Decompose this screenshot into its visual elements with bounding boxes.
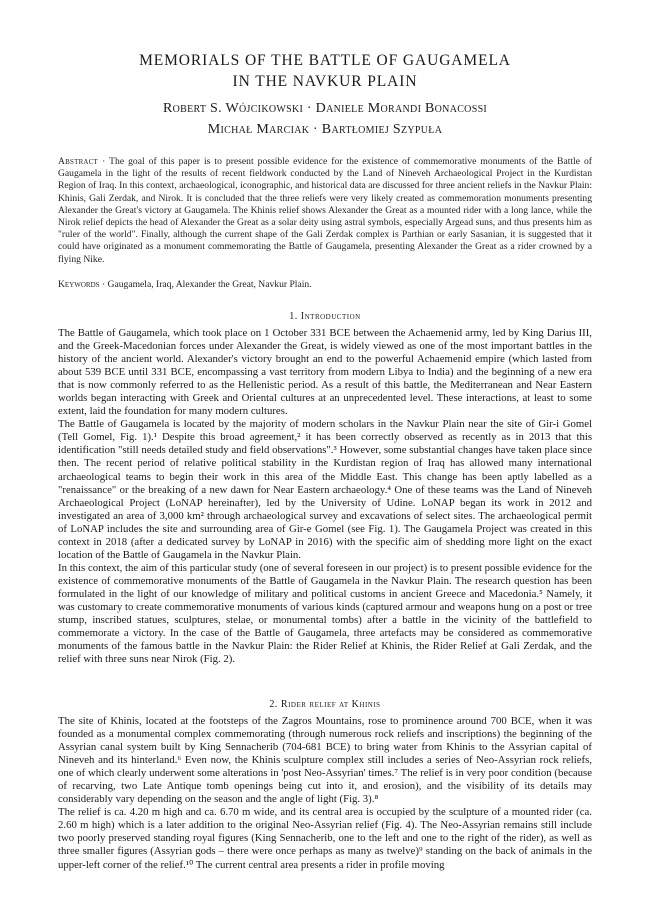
section-1-paragraph: In this context, the aim of this particular study (one of several foreseen in our project) is to present possible evidence for the existence of commemorative monuments of the Battle of Gaugamela in the Navkur Plain. The research question has been formulated in the light of our knowledge of military and political customs in ancient Greece and Macedonia.⁵ Namely, it was customary to create commemorative monuments of various kinds (captured armour and weapons hung on a post or tree stump, inscribed statues, sculptures, stelae, or monumental tombs) after a battle in the vicinity of the battlefield to commemorate a victory. In the case of the Battle of Gaugamela, three artefacts may be considered as commemorative monuments of the famous battle in the Navkur Plain: the Rider Relief at Khinis, the Rider Relief at Gali Zerdak, and the relief with three suns near Nirok (Fig. 2). [58, 561, 592, 666]
section-1-paragraph: The Battle of Gaugamela, which took place on 1 October 331 BCE between the Achaemenid army, led by King Darius III, and the Greek-Macedonian forces under Alexander the Great, is widely viewed as one of the most important battles in the history of the ancient world. Alexander's victory brought an end to the powerful Achaemenid empire (which lasted from about 539 BCE until 331 BCE, encompassing a vast territory from modern Libya to India) and the beginning of a new era that is now commonly referred to as the Hellenistic period. As a result of this battle, the Mediterranean and Near Eastern worlds began interacting with Greek and Oriental cultures at an unprecedented level. These interactions, at least to some extent, laid the foundation for many modern cultures. [58, 327, 592, 418]
section-2-body [58, 715, 592, 872]
section-1-heading: 1. Introduction [289, 311, 361, 322]
section-2-heading: 2. Rider relief at Khinis [269, 699, 381, 710]
author-list [60, 98, 590, 140]
section-2-paragraph: The site of Khinis, located at the footsteps of the Zagros Mountains, rose to prominence around 700 BCE, when it was founded as a monumental complex commemorating (through numerous rock reliefs and inscriptions) the beginning of the Assyrian canal system built by King Sennacherib (704-681 BCE) to bring water from Khinis to the Assyrian capital of Nineveh and its hinterland.⁶ Even now, the Khinis sculpture complex still includes a series of Neo-Assyrian rock reliefs, one of which clearly underwent some alterations in 'post Neo-Assyrian' times.⁷ The relief is in very poor condition (because of recarving, two Late Antique tomb openings being cut into it, and erosion), and the visibility of its details may considerably vary depending on the season and the angle of light (Fig. 3).⁸ [58, 715, 592, 806]
section-2-paragraph: The relief is ca. 4.20 m high and ca. 6.70 m wide, and its central area is occupied by the sculpture of a mounted rider (ca. 2.60 m high) which is a later addition to the original Neo-Assyrian relief (Fig. 4). The Neo-Assyrian remains still include two poorly preserved standing royal figures (King Sennacherib, one to the left and one to the right of the rider), as well as three smaller figures (Assyrian gods – there were once perhaps as many as twelve)⁹ standing on the back of animals in the upper-left corner of the relief.¹⁰ The current central area presents a rider in profile moving [58, 806, 592, 871]
section-1-body [58, 327, 592, 666]
authors-line-1: Robert S. Wójcikowski · Daniele Morandi Bonacossi [162, 101, 488, 116]
title-line-1: MEMORIALS OF THE BATTLE OF GAUGAMELA [139, 52, 511, 69]
abstract [58, 156, 592, 266]
keywords-label: Keywords [58, 279, 100, 290]
abstract-text: · The goal of this paper is to present possible evidence for the existence of commemorative monuments of the Battle of Gaugamela in the light of the results of recent fieldwork conducted by the Land of Nineveh Archaeological Project in the Kurdistan Region of Iraq. In this context, archaeological, iconographic, and historical data are discussed for three ancient reliefs in the Navkur Plain: Khinis, Gali Zerdak, and Nirok. It is concluded that the three reliefs were very likely created as commemoration monuments presenting Alexander the Great's victory at Gaugamela. The Khinis relief shows Alexander the Great as a mounted rider with a long lance, while the Nirok relief depicts the head of Alexander the Great as a solar deity using astral symbols, especially Argead suns, and thus presents him as "ruler of the world". Finally, although the current shape of the Gali Zerdak complex is Parthian or early Sasanian, it is suggested that it could have originated as a monument commemorating the Battle of Gaugamela, presenting Alexander the Great as a rider crowned by a flying Nike. [58, 156, 592, 265]
keywords-text: · Gaugamela, Iraq, Alexander the Great, Navkur Plain. [99, 279, 312, 290]
abstract-label: Abstract [58, 156, 99, 167]
authors-line-2: Michał Marciak · Bartłomiej Szypuła [207, 122, 443, 137]
section-1-paragraph: The Battle of Gaugamela is located by the majority of modern scholars in the Navkur Plain near the site of Gir-i Gomel (Tell Gomel, Fig. 1).¹ Despite this broad agreement,² it has been correctly observed as recently as in 2013 that this identification "still needs detailed study and field observations".³ However, some substantial changes have taken place since then. The recent period of relative political stability in the Kurdistan region of Iraq has allowed many international archaeological teams to begin their work in this area of the Middle East. This change has been aptly labelled as a "renaissance" or the breaking of a new dawn for Near Eastern archaeology.⁴ One of these teams was the Land of Nineveh Archaeological Project (LoNAP hereinafter), led by the University of Udine. LoNAP began its work in 2012 and investigated an area of 3,000 km² through archaeological survey and excavations of select sites. The archaeological permit of LoNAP includes the site and surrounding area of Gir-e Gomel (see Fig. 1). The Gaugamela Project was created in this context in 2018 (after a dedicated survey by LoNAP in 2016) with the specific aim of shedding more light on the exact location of the Battle of Gaugamela in the Navkur Plain. [58, 418, 592, 561]
paper-title [60, 50, 590, 92]
keywords [58, 279, 592, 291]
title-line-2: IN THE NAVKUR PLAIN [232, 73, 418, 90]
